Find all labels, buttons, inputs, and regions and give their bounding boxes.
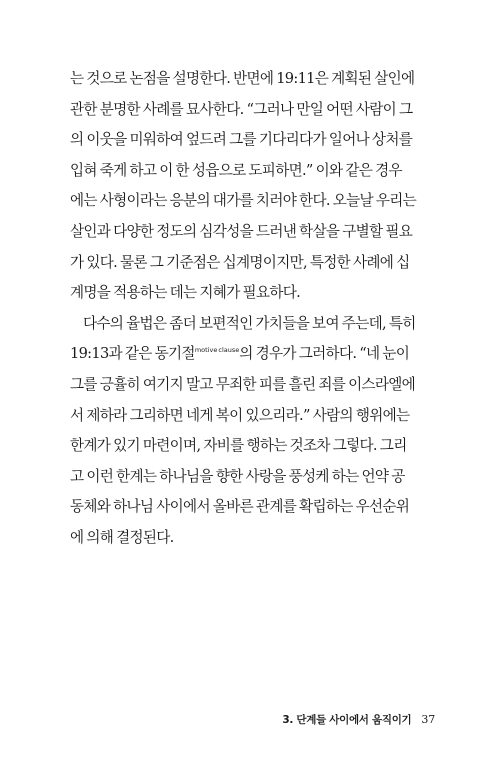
paragraph-2 xyxy=(70,309,438,554)
page-body xyxy=(70,64,438,554)
text-line: 다수의 율법은 좀더 보편적인 가치들을 보여 주는데, 특히 xyxy=(83,314,416,332)
text-line: 의 이웃을 미워하여 엎드려 그를 기다리다가 일어나 상처를 xyxy=(70,131,413,149)
text-segment: 19:13과 같은 동기절 xyxy=(70,345,195,363)
paragraph-1 xyxy=(70,64,438,309)
text-line: 살인과 다양한 정도의 심각성을 드러낸 학살을 구별할 필요 xyxy=(70,222,413,240)
text-line: 가 있다. 물론 그 기준점은 십계명이지만, 특정한 사례에 십 xyxy=(70,253,410,271)
text-line: 는 것으로 논점을 설명한다. 반면에 19:11은 계획된 살인에 xyxy=(70,70,415,87)
text-line: 고 이런 한계는 하나님을 향한 사랑을 풍성케 하는 언약 공 xyxy=(70,467,405,485)
text-line: 그를 긍휼히 여기지 말고 무죄한 피를 흘린 죄를 이스라엘에 xyxy=(70,375,416,393)
text-line: 계명을 적용하는 데는 지혜가 필요하다. xyxy=(70,284,301,302)
text-line: 한계가 있기 마련이며, 자비를 행하는 것조차 그렇다. 그리 xyxy=(70,437,407,455)
text-line xyxy=(70,339,438,370)
page-number: 37 xyxy=(421,713,435,726)
text-line: 서 제하라 그리하면 네게 복이 있으리라.” 사람의 행위에는 xyxy=(70,406,410,424)
text-segment: 의 경우가 그러하다. “네 눈이 xyxy=(239,345,410,363)
chapter-title: 3. 단계들 사이에서 움직이기 xyxy=(282,714,412,726)
superscript-gloss: motive clause xyxy=(194,346,240,355)
text-line: 관한 분명한 사례를 묘사한다. “그러나 만일 어떤 사람이 그 xyxy=(70,100,413,118)
running-footer xyxy=(282,712,435,727)
text-line: 에는 사형이라는 응분의 대가를 치러야 한다. 오늘날 우리는 xyxy=(70,192,417,210)
text-line: 입혀 죽게 하고 이 한 성읍으로 도피하면.” 이와 같은 경우 xyxy=(70,161,402,179)
text-line: 에 의해 결정된다. xyxy=(70,528,174,546)
text-line: 동체와 하나님 사이에서 올바른 관계를 확립하는 우선순위 xyxy=(70,498,410,516)
